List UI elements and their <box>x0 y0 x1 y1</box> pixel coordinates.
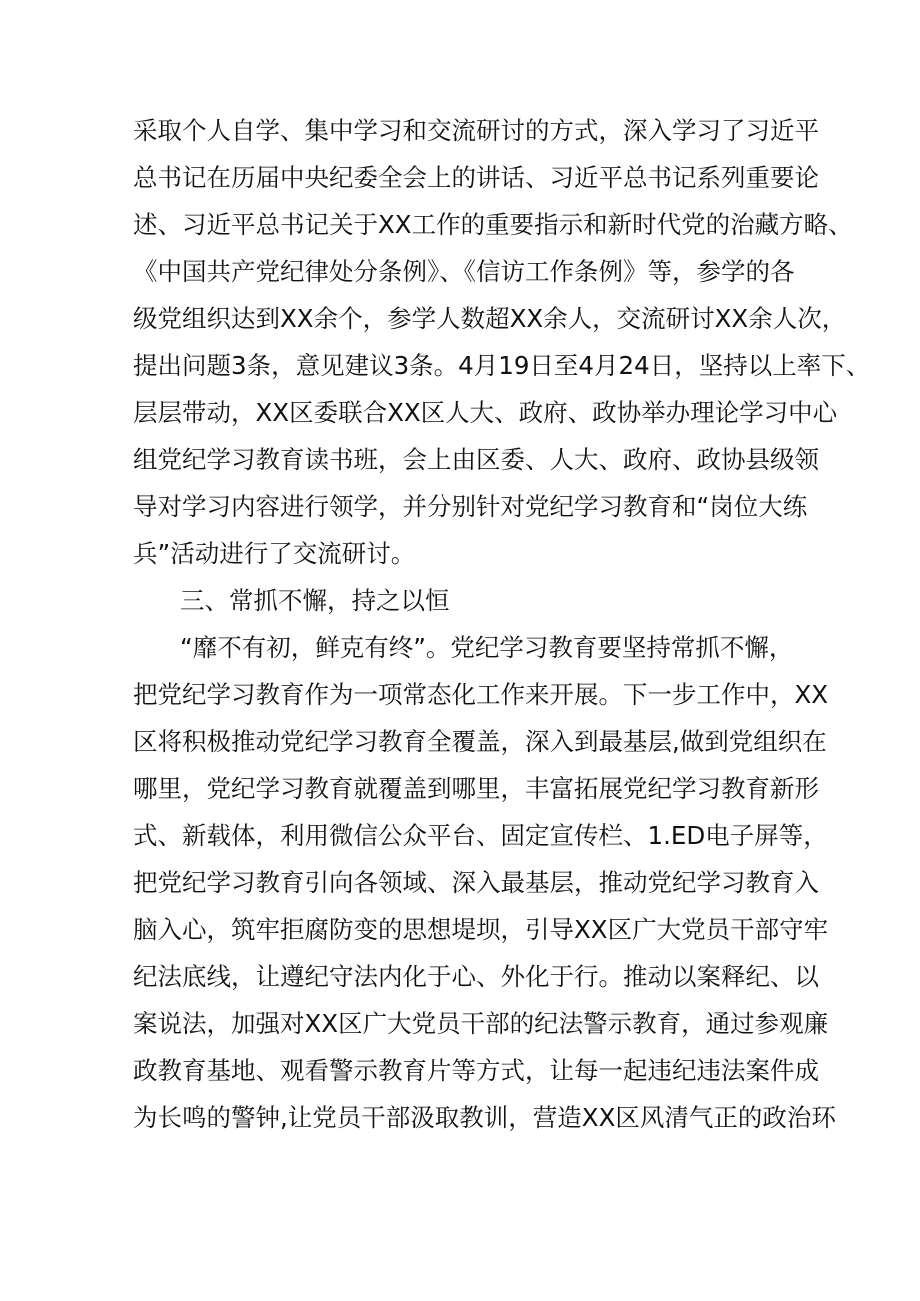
section-heading: 三、常抓不懈，持之以恒 <box>180 586 450 615</box>
text-line: 把党纪学习教育作为一项常态化工作来开展。下一步工作中，XX <box>133 680 829 709</box>
text-line: “靡不有初，鲜克有终”。党纪学习教育要坚持常抓不懈， <box>180 633 794 662</box>
text-line: 兵”活动进行了交流研讨。 <box>133 539 416 568</box>
text-line: 导对学习内容进行领学，并分别针对党纪学习教育和“岗位大练 <box>133 492 808 521</box>
text-line: 纪法底线，让遵纪守法内化于心、外化于行。推动以案释纪、以 <box>133 962 819 991</box>
text-line: 把党纪学习教育引向各领域、深入最基层，推动党纪学习教育入 <box>133 868 819 897</box>
text-line: 《中国共产党纪律处分条例》、《信访工作条例》等，参学的各 <box>133 257 795 286</box>
text-line: 采取个人自学、集中学习和交流研讨的方式，深入学习了习近平 <box>133 116 819 145</box>
text-line: 哪里，党纪学习教育就覆盖到哪里，丰富拓展党纪学习教育新形 <box>133 774 819 803</box>
text-line: 式、新载体，利用微信公众平台、固定宣传栏、1.ED电子屏等， <box>133 821 828 850</box>
text-line: 为长鸣的警钟,让党员干部汲取教训，营造XX区风清气正的政治环 <box>133 1103 836 1132</box>
text-line: 级党组织达到XX余个，参学人数超XX余人，交流研讨XX余人次， <box>133 304 847 333</box>
text-line: 脑入心，筑牢拒腐防变的思想堤坝，引导XX区广大党员干部守牢 <box>133 915 829 944</box>
text-line: 案说法，加强对XX区广大党员干部的纪法警示教育，通过参观廉 <box>133 1009 829 1038</box>
text-line: 区将积极推动党纪学习教育全覆盖，深入到最基层,做到党组织在 <box>133 727 827 756</box>
text-line: 政教育基地、观看警示教育片等方式，让每一起违纪违法案件成 <box>133 1056 819 1085</box>
text-line: 总书记在历届中央纪委全会上的讲话、习近平总书记系列重要论 <box>133 163 819 192</box>
text-line: 组党纪学习教育读书班，会上由区委、人大、政府、政协县级领 <box>133 445 819 474</box>
text-line: 层层带动，XX区委联合XX区人大、政府、政协举办理论学习中心 <box>133 398 838 427</box>
text-line: 提出问题3条，意见建议3条。4月19日至4月24日，坚持以上率下、 <box>133 351 871 380</box>
text-line: 述、习近平总书记关于XX工作的重要指示和新时代党的治藏方略、 <box>133 210 853 239</box>
